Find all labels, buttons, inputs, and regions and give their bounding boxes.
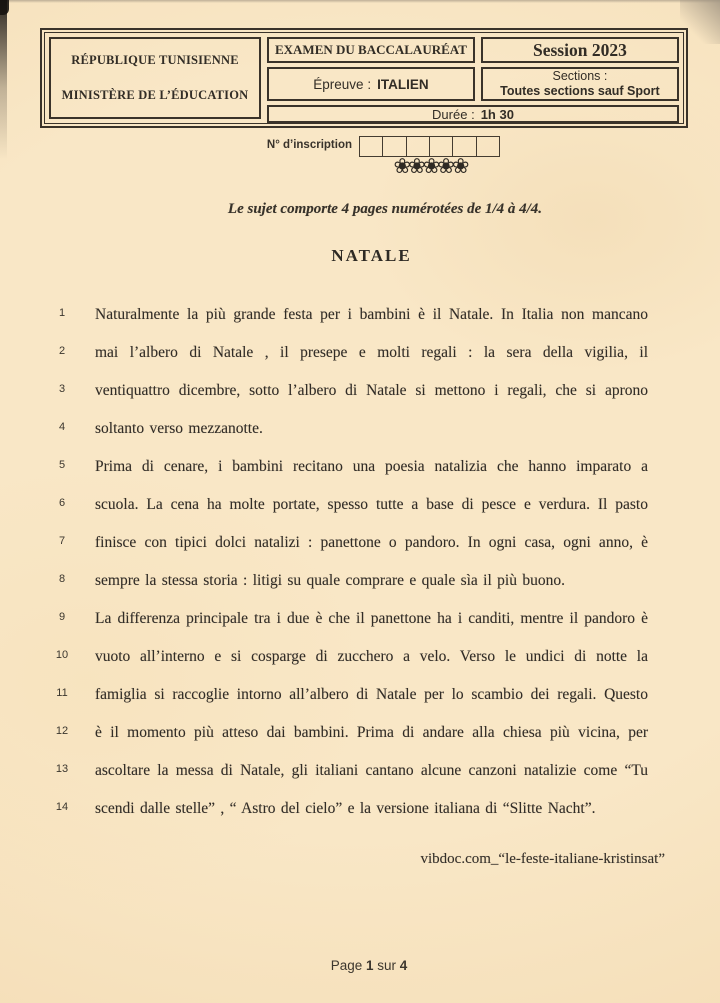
text-line: [0, 341, 720, 379]
exam-header-inner: [44, 32, 684, 124]
flower-ornament-icon: ❀❀❀❀❀: [393, 154, 467, 178]
text-line: [0, 759, 720, 797]
line-text: soltanto verso mezzanotte.: [95, 420, 263, 437]
text-line: [0, 493, 720, 531]
line-number: 3: [58, 383, 66, 395]
footer-page-total: 4: [399, 958, 408, 973]
line-number: 5: [58, 459, 66, 471]
duration-value: 1h 30: [480, 106, 514, 122]
line-number: 1: [58, 307, 66, 319]
line-text: ventiquattro dicembre, sotto l’albero di Natale si mettono i regali, che si aprono: [95, 382, 648, 399]
line-number: 7: [58, 535, 66, 547]
line-text: sempre la stessa storia : litigi su quale comprare e quale sìa il più buono.: [95, 572, 565, 589]
scan-speck: [0, 0, 9, 15]
authority-box: [49, 37, 261, 119]
subject-box: [267, 67, 475, 101]
exam-info-grid: [267, 37, 679, 122]
sections-label: Sections :: [552, 69, 608, 83]
line-text: finisce con tipici dolci natalizi : panettone o pandoro. In ogni casa, ogni anno, è: [95, 534, 648, 551]
page-footer: [0, 958, 720, 973]
scan-edge-top: [0, 0, 720, 3]
pages-notice: Le sujet comporte 4 pages numérotées de 1/4 à 4/4.: [227, 201, 543, 217]
subject-label: Épreuve :: [313, 76, 372, 92]
line-text: Prima di cenare, i bambini recitano una poesia natalizia che hanno imparato a: [95, 458, 648, 475]
line-number: 11: [56, 687, 68, 699]
text-line: [0, 417, 720, 455]
text-line: [0, 379, 720, 417]
text-line: [0, 645, 720, 683]
sections-box: [481, 67, 679, 101]
page-title: NATALE: [331, 246, 412, 265]
line-number: 13: [55, 763, 69, 775]
duration-label: Durée :: [432, 106, 475, 122]
subject-value: ITALIEN: [377, 76, 429, 92]
duration-box: [267, 105, 679, 123]
exam-title-box: EXAMEN DU BACCALAURÉAT: [267, 37, 475, 63]
text-line: [0, 303, 720, 341]
line-text: mai l’albero di Natale , il presepe e molti regali : la sera della vigilia, il: [95, 344, 648, 361]
sections-value: Toutes sections sauf Sport: [500, 84, 660, 98]
line-text: Naturalmente la più grande festa per i bambini è il Natale. In Italia non mancano: [95, 306, 648, 323]
line-text: scendi dalle stelle” , “ Astro del cielo” e la versione italiana di “Slitte Nacht”.: [95, 800, 596, 817]
text-line: [0, 607, 720, 645]
text-line: [0, 683, 720, 721]
footer-word-page: Page: [330, 958, 363, 973]
line-text: famiglia si raccoglie intorno all’albero di Natale per lo scambio dei regali. Questo: [95, 686, 648, 703]
line-number: 2: [58, 345, 66, 357]
session-box: Session 2023: [481, 37, 679, 63]
line-text: La differenza principale tra i due è che il panettone ha i canditi, mentre il pandoro è: [95, 610, 648, 627]
line-number: 4: [58, 421, 66, 433]
line-number: 14: [55, 801, 69, 813]
line-number: 6: [58, 497, 66, 509]
line-text: vuoto all’interno e si cosparge di zucchero a velo. Verso le undici di notte la: [95, 648, 648, 665]
line-number: 12: [55, 725, 69, 737]
text-line: [0, 455, 720, 493]
line-text: ascoltare la messa di Natale, gli italiani cantano alcune canzoni natalizie come “Tu: [95, 762, 648, 779]
reading-passage: [0, 303, 720, 835]
source-attribution: vibdoc.com_“le-feste-italiane-kristinsat”: [420, 851, 665, 867]
line-number: 9: [58, 611, 66, 623]
footer-word-sur: sur: [377, 958, 397, 973]
line-text: è il momento più atteso dai bambini. Prima di andare alla chiesa più vicina, per: [95, 724, 648, 741]
registration-number-label: N° d’inscription: [266, 139, 352, 151]
scan-edge-left: [0, 0, 7, 160]
line-text: scuola. La cena ha molte portate, spesso tutte a base di pesce e verdura. Il pasto: [95, 496, 648, 513]
text-line: [0, 569, 720, 607]
line-number: 10: [55, 649, 69, 661]
exam-header-frame: [40, 28, 688, 128]
ministry-label: MINISTÈRE DE L’ÉDUCATION: [61, 88, 249, 102]
line-number: 8: [58, 573, 66, 585]
text-line: [0, 797, 720, 835]
footer-page-number: 1: [365, 958, 374, 973]
text-line: [0, 531, 720, 569]
republic-label: RÉPUBLIQUE TUNISIENNE: [71, 53, 239, 67]
text-line: [0, 721, 720, 759]
